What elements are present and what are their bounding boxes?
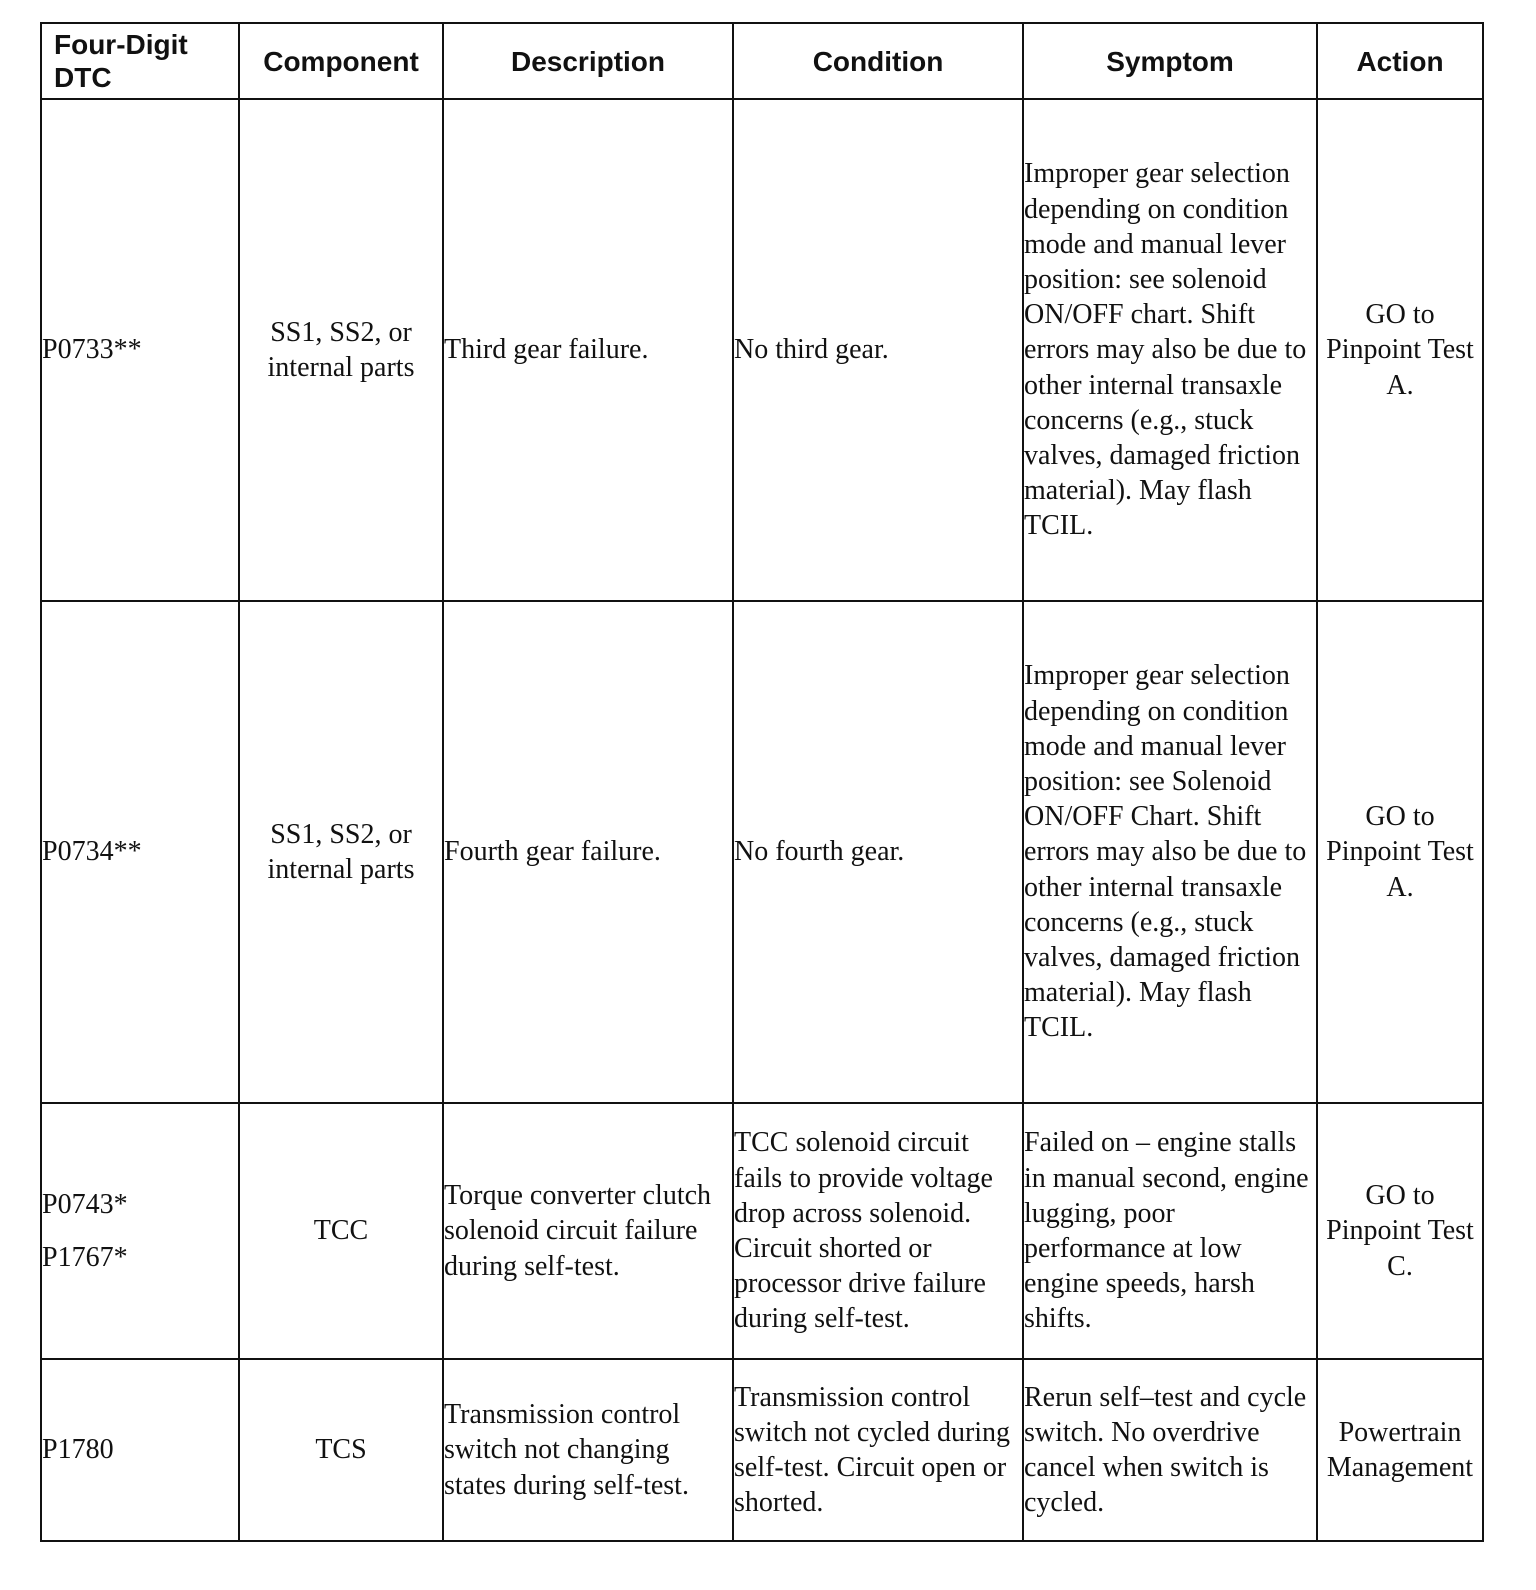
dtc-cell xyxy=(41,1103,239,1359)
header-dtc: Four-Digit DTC xyxy=(41,23,239,99)
action-cell: Powertrain Management xyxy=(1317,1359,1483,1541)
table-row xyxy=(41,99,1483,601)
action-cell: GO to Pinpoint Test A. xyxy=(1317,601,1483,1103)
description-cell: Torque converter clutch solenoid circuit failure during self-test. xyxy=(443,1103,733,1359)
condition-cell: TCC solenoid circuit fails to provide voltage drop across solenoid. Circuit shorted or processor drive failure during self-test. xyxy=(733,1103,1023,1359)
symptom-cell: Improper gear selection depending on condition mode and manual lever position: see solenoid ON/OFF chart. Shift errors may also be due to other internal transaxle concerns (e.g., stuck valves, damaged friction material). May flash TCIL. xyxy=(1023,99,1317,601)
dtc-table xyxy=(40,22,1484,1542)
action-cell: GO to Pinpoint Test A. xyxy=(1317,99,1483,601)
component-cell: TCC xyxy=(239,1103,443,1359)
dtc-code: P0743* xyxy=(42,1188,128,1220)
dtc-cell xyxy=(41,99,239,601)
dtc-code: P0733** xyxy=(42,334,142,366)
table-row xyxy=(41,601,1483,1103)
header-action: Action xyxy=(1317,23,1483,99)
header-description: Description xyxy=(443,23,733,99)
symptom-cell: Rerun self–test and cycle switch. No overdrive cancel when switch is cycled. xyxy=(1023,1359,1317,1541)
condition-cell: No third gear. xyxy=(733,99,1023,601)
table-row xyxy=(41,1359,1483,1541)
dtc-cell xyxy=(41,1359,239,1541)
component-cell: SS1, SS2, or internal parts xyxy=(239,601,443,1103)
description-cell: Transmission control switch not changing states during self-test. xyxy=(443,1359,733,1541)
description-cell: Fourth gear failure. xyxy=(443,601,733,1103)
dtc-code: P0734** xyxy=(42,836,142,868)
symptom-cell: Improper gear selection depending on condition mode and manual lever position: see Solenoid ON/OFF Chart. Shift errors may also be due to other internal transaxle concerns (e.g., stuck valves, damaged friction material). May flash TCIL. xyxy=(1023,601,1317,1103)
table-header-row xyxy=(41,23,1483,99)
dtc-cell xyxy=(41,601,239,1103)
action-cell: GO to Pinpoint Test C. xyxy=(1317,1103,1483,1359)
dtc-code: P1767* xyxy=(42,1242,128,1273)
condition-cell: No fourth gear. xyxy=(733,601,1023,1103)
condition-cell: Transmission control switch not cycled during self-test. Circuit open or shorted. xyxy=(733,1359,1023,1541)
symptom-cell: Failed on – engine stalls in manual second, engine lugging, poor performance at low engine speeds, harsh shifts. xyxy=(1023,1103,1317,1359)
header-symptom: Symptom xyxy=(1023,23,1317,99)
component-cell: SS1, SS2, or internal parts xyxy=(239,99,443,601)
table-row xyxy=(41,1103,1483,1359)
description-cell: Third gear failure. xyxy=(443,99,733,601)
header-condition: Condition xyxy=(733,23,1023,99)
dtc-code: P1780 xyxy=(42,1434,114,1466)
component-cell: TCS xyxy=(239,1359,443,1541)
header-component: Component xyxy=(239,23,443,99)
